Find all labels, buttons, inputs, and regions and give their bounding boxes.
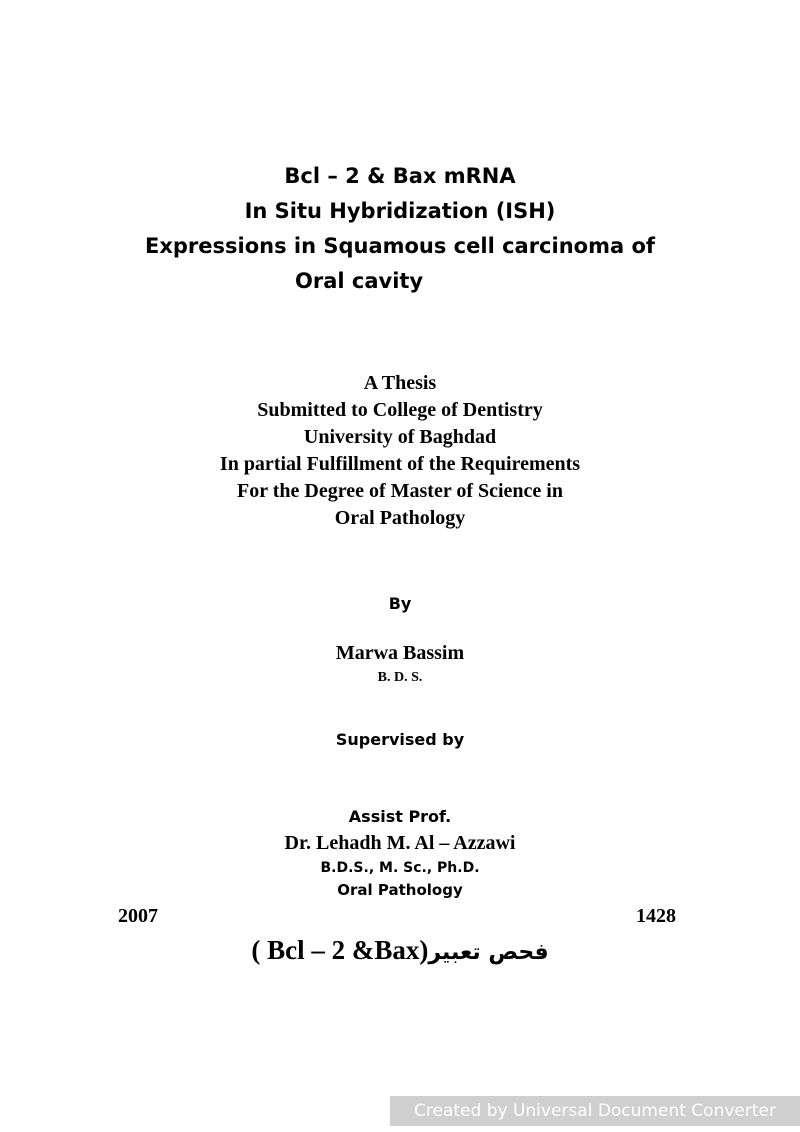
title-line-2: In Situ Hybridization (ISH) [244,199,556,223]
author-degree: B. D. S. [377,670,423,685]
arabic-title-latin: ( Bcl – 2 &Bax) [251,935,429,965]
supervisor-name: Dr. Lehadh M. Al – Azzawi [284,832,516,854]
supervisor-degrees: B.D.S., M. Sc., Ph.D. [320,860,480,876]
year-hijri: 1428 [636,905,676,927]
thesis-line-1: A Thesis [363,372,437,394]
title-line-4 [0,264,800,299]
title-line-4-text: Oral cavity [295,269,424,293]
title-line-3: Expressions in Squamous cell carcinoma of [144,234,656,258]
arabic-title-arabic: فحص تعبير [428,940,549,965]
thesis-title [0,159,800,299]
supervised-by-label: Supervised by [335,730,465,749]
title-line-1: Bcl – 2 & Bax mRNA [284,164,516,188]
arabic-title [0,935,800,966]
by-label: By [388,594,412,613]
author-name: Marwa Bassim [335,642,465,664]
converter-watermark: Created by Universal Document Converter [390,1096,800,1126]
year-gregorian: 2007 [118,905,158,927]
thesis-line-6: Oral Pathology [334,507,466,529]
thesis-statement [0,370,800,532]
supervisor-rank: Assist Prof. [348,807,452,826]
thesis-line-4: In partial Fulfillment of the Requirements [219,453,581,475]
thesis-line-3: University of Baghdad [303,426,497,448]
thesis-line-5: For the Degree of Master of Science in [236,480,563,502]
thesis-line-2: Submitted to College of Dentistry [257,399,543,421]
supervisor-field: Oral Pathology [337,881,463,899]
